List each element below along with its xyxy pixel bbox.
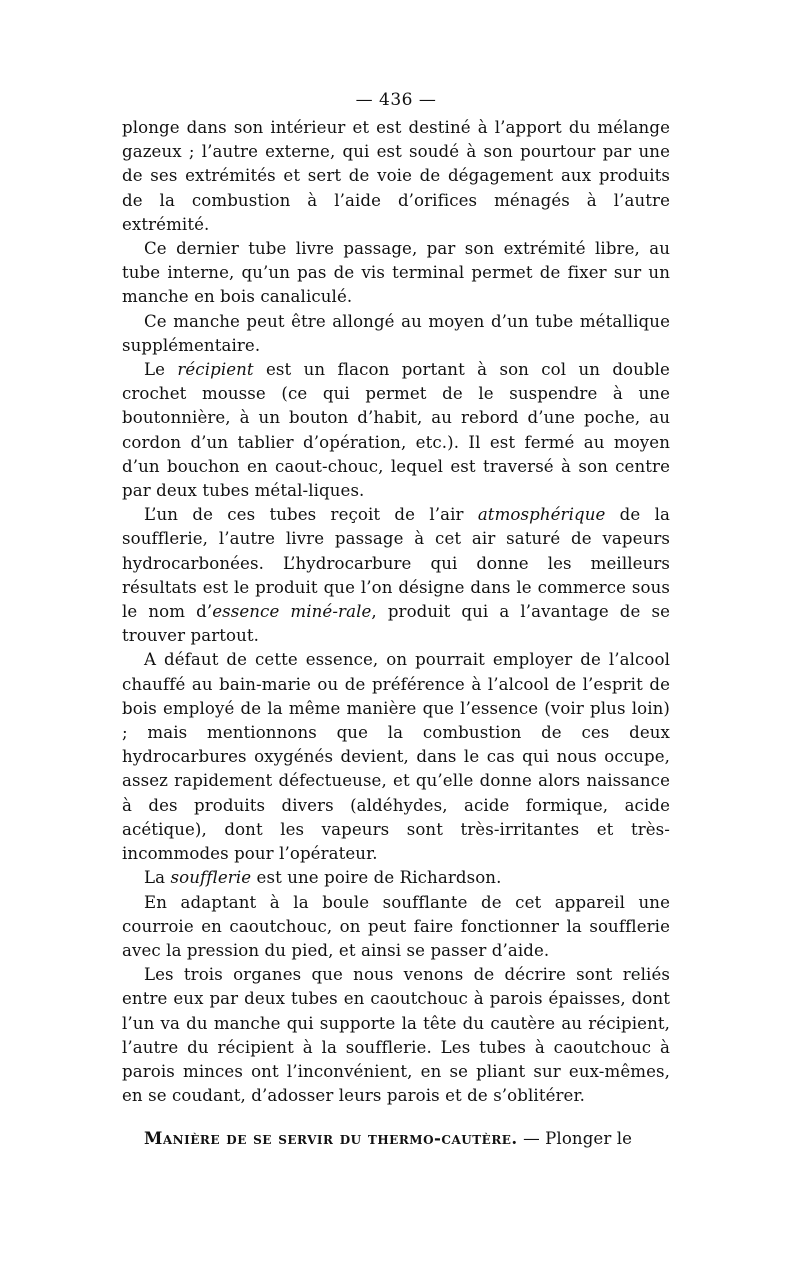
soufflerie-description: est une poire de Richardson.	[251, 868, 502, 888]
atmospheric-term: atmosphérique	[477, 505, 606, 525]
paragraph-tube-passage: Ce dernier tube livre passage, par son extrémité libre, au tube interne, qu’un pas de vis terminal permet de fixer sur un manche en bois canaliculé.	[122, 239, 670, 307]
soufflerie-intro: La	[144, 868, 171, 888]
recipient-intro: Le	[144, 360, 178, 380]
paragraph-soufflerie	[122, 866, 670, 890]
tubes-air-intro: L’un de ces tubes reçoit de l’air	[144, 505, 478, 525]
mineral-essence-term: essence miné-rale	[212, 602, 372, 622]
paragraph-tubes-air	[122, 503, 670, 648]
recipient-term: récipient	[177, 360, 254, 380]
tubes-air-end: , produit qui a l’avantage de se trouver partout.	[122, 602, 671, 646]
paragraph-handle-extension: Ce manche peut être allongé au moyen d’un tube métallique supplémentaire.	[122, 311, 670, 355]
recipient-description: est un flacon portant à son col un double crochet mousse (ce qui permet de le suspendre à une boutonnière, à un bouton d’habit, au rebord d’une poche, au cordon d’un tablier d’opération, etc.). Il est fermé au moyen d’un bouchon en caout-chouc, lequel est traversé à son centre par deux tubes métal-liques.	[122, 360, 670, 501]
paragraph-alcohol-alternative: A défaut de cette essence, on pourrait employer de l’alcool chauffé au bain-marie ou de préférence à l’alcool de l’esprit de bois employé de la même manière que l’essence (voir plus loin) ; mais mentionnons que la combustion de ces deux hydrocarbures oxygénés devient, dans le cas qui nous occupe, assez rapidement défectueuse, et qu’elle donne alors naissance à des produits divers (aldéhydes, acide formique, acide acétique), dont les vapeurs sont très-irritantes et très-incommodes pour l’opérateur.	[122, 650, 670, 864]
soufflerie-term: soufflerie	[170, 868, 252, 888]
document-page	[122, 88, 670, 1152]
paragraph-organs-connection: Les trois organes que nous venons de décrire sont reliés entre eux par deux tubes en caoutchouc à parois épaisses, dont l’un va du manche qui supporte la tête du cautère au récipient, l’autre du récipient à la soufflerie. Les tubes à caoutchouc à parois minces ont l’inconvénient, en se pliant sur eux-mêmes, en se coudant, d’adosser leurs parois et de s’oblitérer.	[122, 965, 670, 1106]
paragraph-foot-pedal: En adaptant à la boule soufflante de cet appareil une courroie en caoutchouc, on peut faire fonctionner la soufflerie avec la pression du pied, et ainsi se passer d’aide.	[122, 892, 670, 960]
section-heading: Manière de se servir du thermo-cautère.	[144, 1128, 518, 1149]
page-number: — 436 —	[355, 90, 437, 110]
section-usage	[122, 1126, 670, 1151]
paragraph-recipient	[122, 358, 670, 503]
tubes-air-middle: de la soufflerie, l’autre livre passage à cet air saturé de vapeurs hydrocarbonées. L’hydrocarbure qui donne les meilleurs résultats est le produit que l’on désigne dans le commerce sous le nom d’	[122, 505, 670, 622]
section-text: — Plonger le	[517, 1129, 633, 1149]
paragraph-gas-tubes: plonge dans son intérieur et est destiné à l’apport du mélange gazeux ; l’autre externe, qui est soudé à son pourtour par une de ses extrémités et sert de voie de dégagement aux produits de la combustion à l’aide d’orifices ménagés à l’autre extrémité.	[122, 118, 670, 234]
